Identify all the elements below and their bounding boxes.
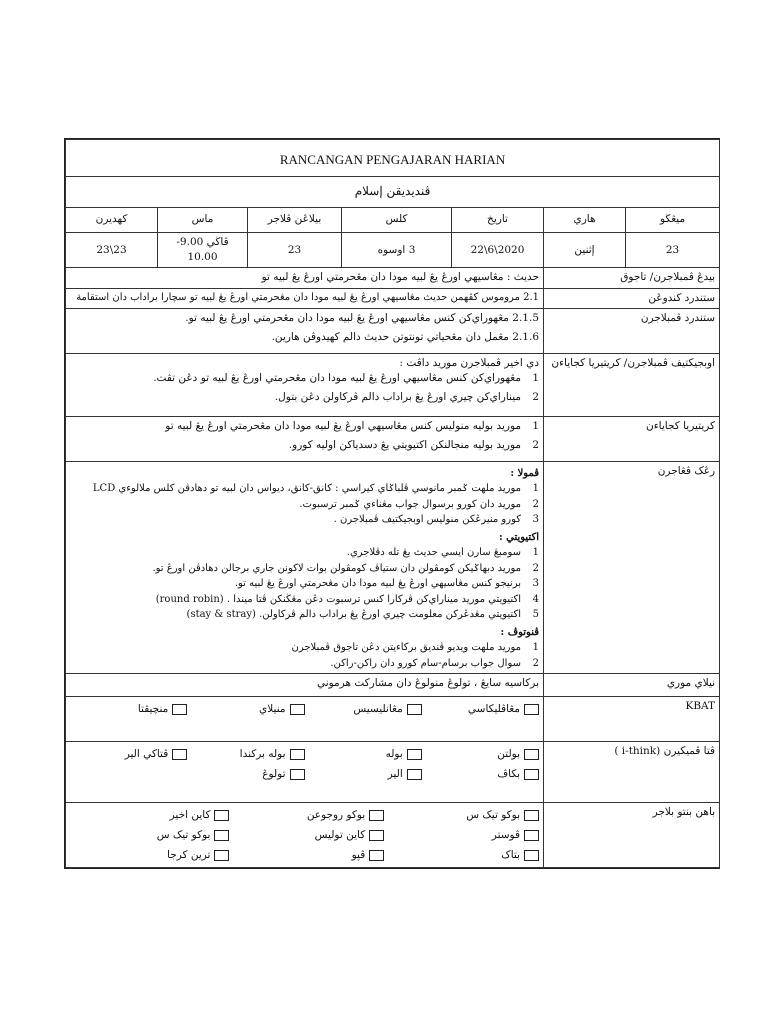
list-item: 2 موريد دبهاݢيکن کومڤولن دان ستياڤ کومڤولن بوات لاکونن جاري برجالن دهادڤن اورڠ تو.: [152, 562, 539, 574]
checkbox[interactable]: [172, 704, 187, 715]
kbat-option[interactable]: مڠاڤليکاسي: [422, 699, 539, 719]
list-item: 3 برنيجو کنس مڠاسيهي اورڠ يڠ لبيه مودا دان مڠحرمتي اورڠ يڠ لبيه تو.: [234, 578, 539, 590]
bahan-option[interactable]: کاين توليس: [229, 825, 384, 845]
think-label: ڤتا ڤميکيرن (i-think ): [544, 742, 720, 803]
kbat-options: [70, 699, 539, 719]
checkbox[interactable]: [407, 769, 422, 780]
bahan-option[interactable]: ڤپو: [229, 845, 384, 865]
nilai-label: نيلاي موري: [544, 674, 720, 697]
subject-title: ڤنديديقن إسلام: [66, 177, 720, 208]
kbat-option[interactable]: مڠانليسيس: [305, 699, 422, 719]
section-list: [70, 640, 539, 671]
checkbox[interactable]: [407, 749, 422, 760]
checkbox[interactable]: [369, 810, 384, 821]
lesson-plan-sheet: [64, 138, 720, 869]
kriteria-label: کريتيريا کجاياءن: [544, 416, 720, 461]
list-item: 1 موريد ملهت ويديو ڤنديق برکاءيتن دڠن تاجوق ڤمبلاجرن: [291, 642, 539, 654]
checkbox[interactable]: [214, 830, 229, 841]
checkbox[interactable]: [369, 850, 384, 861]
checkbox[interactable]: [214, 810, 229, 821]
checkbox[interactable]: [290, 704, 305, 715]
list-item: 1 مڠهوراي‌کن کنس مڠاسيهي اورڠ يڠ لبيه مودا دان مڠحرمتي اورڠ يڠ لبيه تو دڠن تڤت.: [153, 372, 539, 385]
header-value: إثنين: [544, 233, 626, 268]
header-label: تاريخ: [452, 208, 544, 233]
checkbox[interactable]: [524, 810, 539, 821]
bahan-option[interactable]: بوکو تيک س: [384, 805, 539, 825]
section-list: [70, 481, 539, 528]
section-title: ڤمولا :: [510, 467, 539, 479]
checkbox[interactable]: [524, 704, 539, 715]
sp-item: 2.1.6 مڠمل دان مڠحياتي تونتوتن حديث دالم کهيدوڤن هارين.: [271, 331, 539, 344]
list-item: 2 ميناراي‌کن چيري اورڠ يڠ براداب دالم ڤرکاولن دڠن بتول.: [274, 391, 539, 404]
kbat-option[interactable]: منيلاي: [187, 699, 304, 719]
checkbox[interactable]: [524, 830, 539, 841]
list-item: 4 اکتيويتي موريد ميناراي‌کن ڤرکارا کنس ترسبوت دڠن مڠڬنکن ڤتا ميندا . (round robin): [155, 593, 539, 605]
row-bidang: [66, 268, 720, 288]
header-value: 3 اوسوه: [342, 233, 452, 268]
row-rangka: [66, 461, 720, 674]
checkbox[interactable]: [524, 749, 539, 760]
header-label: هاري: [544, 208, 626, 233]
list-item: 2 موريد دان کورو برسوال جواب مڠناءي ݢمبر ترسبوت.: [299, 498, 539, 510]
tech-options: [70, 805, 539, 865]
bidang-label: بيدڠ ڤمبلاجرن/ تاجوق: [544, 268, 720, 288]
kbat-label: KBAT: [544, 697, 720, 742]
page-title: RANCANGAN PENGAJARAN HARIAN: [66, 140, 720, 177]
bahan-option[interactable]: بوکو روجوعن: [229, 805, 384, 825]
checkbox[interactable]: [290, 769, 305, 780]
obj-label: اوبجيکتيف ڤمبلاجرن/ کريتيريا کجاياءن: [544, 353, 720, 416]
header-label: بيلاڠن ڤلاجر: [248, 208, 342, 233]
header-label: کهديرن: [66, 208, 158, 233]
section-title: اکتيويتي :: [498, 531, 539, 543]
bahan-option[interactable]: بوکو تيک س: [75, 825, 230, 845]
header-label: ماس: [158, 208, 248, 233]
list-item: 1 موريد بوليه منوليس کنس مڠاسيهي اورڠ يڠ لبيه مودا دان مڠحرمتي اورڠ يڠ لبيه تو: [165, 419, 539, 432]
sk-label: ستندرد کندوڠن: [544, 288, 720, 308]
row-objektif: [66, 353, 720, 416]
header-value: 22\6\2020: [452, 233, 544, 268]
kbat-option[interactable]: منچيڤتا: [70, 699, 187, 719]
header-value: 23\23: [66, 233, 158, 268]
list-item: 1 موريد ملهت ݢمبر مانوسي ڤلبا‌ݢاي کيراسي : کانق-کانق، ديواس دان لبيه تو دهادڤن کلس ملالوءي LCD: [92, 483, 539, 495]
obj-intro: دي اخير ڤمبلاجرن موريد داڤت :: [399, 356, 539, 369]
section-title: ڤنوتوڤ :: [500, 626, 539, 638]
row-standard-kandungan: [66, 288, 720, 308]
think-option[interactable]: الير: [305, 764, 422, 784]
sp-item: 2.1.5 مڠهوراي‌کن کنس مڠاسيهي اورڠ يڠ لبيه مودا دان مڠحرمتي اورڠ يڠ لبيه تو.: [185, 311, 539, 324]
think-option[interactable]: تولوڠ: [187, 764, 304, 784]
list-item: 2 موريد بوليه منجالنکن اکتيويتي يڠ دسدياکن اوليه کورو.: [288, 439, 539, 452]
checkbox[interactable]: [524, 769, 539, 780]
think-option[interactable]: بکاڤ: [422, 764, 539, 784]
rangka-label: رڠک ڤڠاجرن: [544, 461, 720, 674]
checkbox[interactable]: [290, 749, 305, 760]
list-item: 1 سومبڠ سارن ايسي حديث يڠ تله دڤلاجري.: [346, 547, 539, 559]
header-labels-row: [66, 208, 720, 233]
header-values-row: [66, 233, 720, 268]
checkbox[interactable]: [172, 749, 187, 760]
header-label: کلس: [342, 208, 452, 233]
checkbox[interactable]: [214, 850, 229, 861]
row-kbat: [66, 697, 720, 742]
sk-value: 2.1 مروموس کڤهمن حديث مڠاسيهي اورڠ يڠ لبيه مودا دان مڠحرمتي اورڠ يڠ لبيه تو سچارا براداب دان استقامة: [66, 288, 544, 308]
bahan-option[interactable]: ترين کرجا: [75, 845, 230, 865]
bidang-value: حديث : مڠاسيهي اورڠ يڠ لبيه مودا دان مڠحرمتي اورڠ يڠ لبيه تو: [66, 268, 544, 288]
list-item: 2 سوال جواب برسام-سام کورو دان راکن-راکن.: [330, 657, 539, 669]
checkbox[interactable]: [407, 704, 422, 715]
list-item: 5 اکتيويتي مڠدڠر‌کن معلومت چيري اورڠ يڠ براداب دالم ڤرکاولن. (stay & stray): [186, 609, 539, 621]
checkbox[interactable]: [369, 830, 384, 841]
obj-list: [70, 371, 539, 405]
checkbox[interactable]: [524, 850, 539, 861]
think-option[interactable]: بوله: [305, 744, 422, 764]
header-value: 23: [248, 233, 342, 268]
section-list: [70, 545, 539, 623]
header-value: 23: [626, 233, 720, 268]
think-options: [70, 744, 539, 784]
nilai-value: برکاسيه سايڠ ، تولوڠ منولوڠ دان مشارکت هرموني: [66, 674, 544, 697]
header-label: ميڠڬو: [626, 208, 720, 233]
lesson-plan-table: [65, 139, 720, 868]
row-nilai: [66, 674, 720, 697]
bahan-option[interactable]: بتاک: [384, 845, 539, 865]
list-item: 3 کورو منيرڠکن منوليس اوبجيکتيف ڤمبلاجرن .: [333, 514, 539, 526]
think-option[interactable]: بولتن: [422, 744, 539, 764]
think-option[interactable]: ڤتاکي الير: [70, 744, 187, 764]
sp-label: ستندرد ڤمبلاجرن: [544, 308, 720, 353]
row-i-think: [66, 742, 720, 803]
bahan-option[interactable]: ڤوستر: [384, 825, 539, 845]
kriteria-list: [70, 419, 539, 453]
bahan-label: باهن بنتو بلاجر: [544, 803, 720, 868]
row-bahan-bantu: [66, 803, 720, 868]
think-option[interactable]: بوله برکندا: [187, 744, 304, 764]
row-standard-pembelajaran: [66, 308, 720, 353]
bahan-option[interactable]: کاين اخير: [75, 805, 230, 825]
row-kriteria: [66, 416, 720, 461]
header-value: ڤاڬي 9.00-10.00: [158, 233, 248, 268]
